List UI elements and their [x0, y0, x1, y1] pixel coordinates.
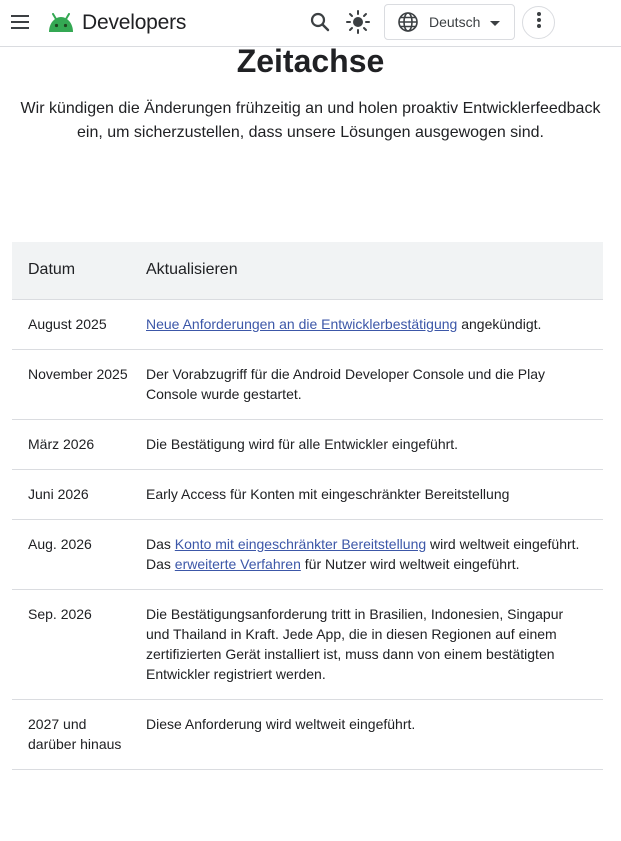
menu-icon[interactable]: [10, 12, 30, 32]
row-update-prefix: Das: [146, 535, 175, 552]
language-label: Deutsch: [429, 14, 481, 30]
row-date: Juni 2026: [12, 469, 130, 519]
row-date: Sep. 2026: [12, 589, 130, 699]
language-selector[interactable]: [384, 4, 515, 40]
table-row: [12, 589, 603, 699]
brand-name: Developers: [82, 11, 187, 34]
table-row: [12, 419, 603, 469]
row-date: August 2025: [12, 299, 130, 349]
row-update-text: für Nutzer wird weltweit eingeführt.: [300, 555, 520, 572]
row-date: Aug. 2026: [12, 519, 130, 589]
table-row: [12, 299, 603, 349]
row-date: 2027 und darüber hinaus: [12, 699, 130, 769]
row-update-prefix: Das: [146, 555, 175, 572]
limited-distribution-account-link[interactable]: Konto mit eingeschränkter Bereitstellung: [174, 535, 427, 552]
brightness-icon[interactable]: [345, 9, 371, 35]
search-icon[interactable]: [308, 10, 332, 34]
table-row: [12, 349, 603, 419]
row-date: November 2025: [12, 349, 130, 419]
top-app-bar: [0, 0, 621, 47]
more-vert-icon: [536, 11, 542, 34]
row-date: März 2026: [12, 419, 130, 469]
row-update: Die Bestätigungsanforderung tritt in Brasilien, Indonesien, Singapur und Thailand in Kraft. Jede App, die in diesen Regionen auf einem zertifizierten Gerät installiert ist, muss dann von einem bestätigten Entwickler registriert werden.: [130, 589, 603, 699]
intro-text: Wir kündigen die Änderungen frühzeitig an und holen proaktiv Entwicklerfeedback ein, um sicherzustellen, dass unsere Lösungen ausgewogen sind.: [20, 100, 601, 141]
column-header-update: Aktualisieren: [130, 242, 603, 299]
globe-icon: [397, 11, 419, 33]
row-update: Early Access für Konten mit eingeschränkter Bereitstellung: [130, 469, 603, 519]
column-header-date: Datum: [12, 242, 130, 299]
table-header-row: [12, 242, 603, 299]
table-row: [12, 519, 603, 589]
table-row: [12, 699, 603, 769]
developer-verification-link[interactable]: Neue Anforderungen an die Entwicklerbestätigung: [146, 315, 458, 332]
page-title: Zeitachse: [236, 43, 385, 79]
row-update: Diese Anforderung wird weltweit eingeführt.: [130, 699, 603, 769]
row-update: [130, 519, 603, 589]
caret-down-icon: [489, 16, 501, 28]
row-update: [130, 299, 603, 349]
android-logo-icon: [47, 13, 75, 33]
row-update: Die Bestätigung wird für alle Entwickler eingeführt.: [130, 419, 603, 469]
row-update: Der Vorabzugriff für die Android Developer Console und die Play Console wurde gestartet.: [130, 349, 603, 419]
row-update-text: angekündigt.: [457, 315, 542, 332]
advanced-flow-link[interactable]: erweiterte Verfahren: [174, 555, 301, 572]
table-row: [12, 469, 603, 519]
developers-logo-link[interactable]: [47, 10, 186, 36]
row-update-text: wird weltweit eingeführt.: [426, 535, 580, 552]
timeline-table: [12, 242, 603, 770]
more-options-button[interactable]: [522, 6, 555, 39]
